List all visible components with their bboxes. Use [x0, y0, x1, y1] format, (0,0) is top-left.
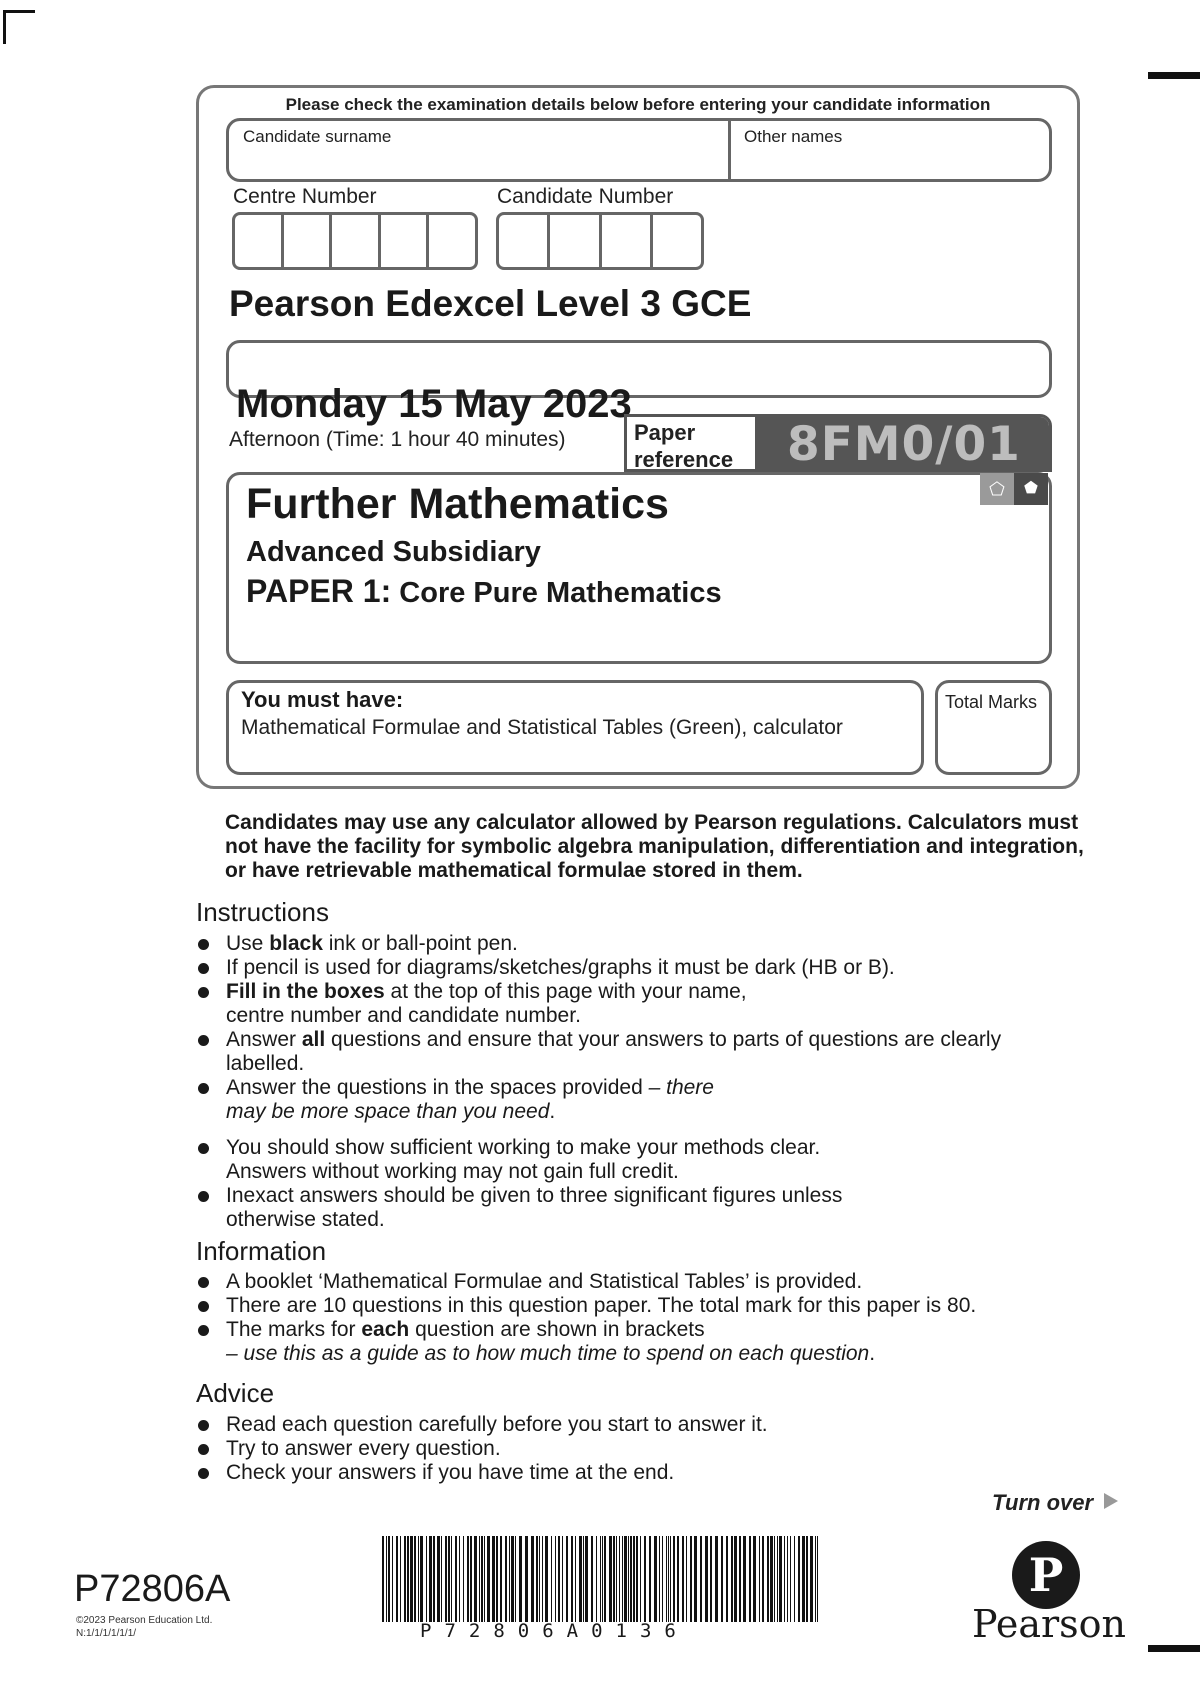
instruction-item [196, 980, 776, 1028]
pearson-wordmark: Pearson [972, 1602, 1127, 1646]
instruction-item [196, 956, 1076, 980]
barcode-bar [668, 1536, 669, 1622]
barcode-bar [487, 1536, 490, 1622]
digit-box[interactable] [602, 215, 653, 267]
barcode-bar [386, 1536, 387, 1622]
barcode-bar [630, 1536, 632, 1622]
check-note: Please check the examination details below before entering your candidate information [285, 95, 991, 114]
barcode-bar [633, 1536, 635, 1622]
paper-title [246, 573, 722, 610]
barcode-bar [726, 1536, 728, 1622]
barcode-bar [690, 1536, 692, 1622]
digit-box[interactable] [550, 215, 601, 267]
barcode-bar [551, 1536, 552, 1622]
barcode-bar [558, 1536, 560, 1622]
barcode-bar [519, 1536, 522, 1622]
barcode-bar [774, 1536, 775, 1622]
item-text: questions and ensure that your answers to parts of questions are clearly labelled. [226, 1028, 1002, 1075]
item-text: The marks for [226, 1318, 362, 1341]
exam-session: Afternoon (Time: 1 hour 40 minutes) [229, 428, 566, 451]
bullet-icon [198, 987, 209, 998]
barcode-bar [815, 1536, 816, 1622]
paper-reference-label-line1: Paper [634, 420, 696, 445]
turn-over-arrow-icon [1104, 1493, 1118, 1509]
barcode-bar [659, 1536, 660, 1622]
bullet-icon [198, 963, 209, 974]
item-text: question are shown in brackets [409, 1318, 705, 1341]
barcode-bar [759, 1536, 760, 1622]
digit-box[interactable] [332, 215, 381, 267]
centre-number-boxes[interactable] [232, 212, 478, 270]
barcode-bar [437, 1536, 440, 1622]
barcode-bar [802, 1536, 805, 1622]
advice-heading: Advice [196, 1378, 275, 1408]
barcode-bar [596, 1536, 597, 1622]
digit-box[interactable] [284, 215, 333, 267]
paper-name: Core Pure Mathematics [399, 577, 722, 609]
item-text: Answer [226, 1028, 302, 1051]
barcode-bar [479, 1536, 480, 1622]
item-text: . [549, 1100, 556, 1123]
instruction-item [196, 1136, 896, 1184]
barcode-bar [579, 1536, 582, 1622]
instruction-item [196, 932, 1076, 956]
bullet-icon [198, 1083, 209, 1094]
barcode-bar [525, 1536, 528, 1622]
barcode-bar [542, 1536, 543, 1622]
must-have-text: Mathematical Formulae and Statistical Tables (Green), calculator [241, 716, 843, 739]
subject-level: Advanced Subsidiary [246, 536, 541, 568]
barcode-text: P72806A0136 [420, 1620, 689, 1642]
barcode-bar [492, 1536, 495, 1622]
barcode-bar [715, 1536, 718, 1622]
item-text: You should show sufficient working to make your methods clear. Answers without working may not gain full credit. [226, 1136, 821, 1183]
pentagon-outline-icon: ⬠ [980, 473, 1014, 505]
barcode-bar [455, 1536, 457, 1622]
item-text: A booklet ‘Mathematical Formulae and Statistical Tables’ is provided. [226, 1270, 863, 1293]
barcode-bar [583, 1536, 584, 1622]
barcode-bar [467, 1536, 469, 1622]
barcode-bar [388, 1536, 390, 1622]
barcode-bar [555, 1536, 556, 1622]
centre-number-label: Centre Number [233, 185, 377, 208]
barcode-bar [459, 1536, 460, 1622]
information-item [196, 1294, 1076, 1318]
advice-item [196, 1413, 1076, 1437]
barcode-bar [474, 1536, 477, 1622]
bullet-icon [198, 1143, 209, 1154]
item-text: Try to answer every question. [226, 1437, 501, 1460]
item-italic: – there may be more space than you need [226, 1076, 714, 1123]
barcode-bar [515, 1536, 516, 1622]
barcode-bar [410, 1536, 413, 1622]
barcode-bar [613, 1536, 615, 1622]
candidate-number-label: Candidate Number [497, 185, 674, 208]
barcode-bar [396, 1536, 398, 1622]
advice-item [196, 1461, 1076, 1485]
barcode-bar [670, 1536, 671, 1622]
qualification-title: Pearson Edexcel Level 3 GCE [229, 283, 752, 324]
barcode-bar [414, 1536, 416, 1622]
barcode-bar [677, 1536, 679, 1622]
information-heading: Information [196, 1236, 327, 1266]
barcode-bar [509, 1536, 510, 1622]
pentagon-filled-icon: ⬟ [1014, 473, 1048, 505]
barcode-bar [654, 1536, 657, 1622]
item-text: Check your answers if you have time at the end. [226, 1461, 675, 1484]
item-text: Use [226, 932, 270, 955]
must-have-title: You must have: [241, 687, 404, 712]
barcode-bar [673, 1536, 675, 1622]
barcode-bar [505, 1536, 507, 1622]
paper-reference-code: 8FM0/01 [787, 417, 1021, 472]
barcode-bar [609, 1536, 612, 1622]
barcode-bar [441, 1536, 442, 1622]
barcode-bar [585, 1536, 588, 1622]
barcode-bar [404, 1536, 406, 1622]
advice-item [196, 1437, 1076, 1461]
barcode-bar [787, 1536, 788, 1622]
barcode-bar [743, 1536, 746, 1622]
digit-box[interactable] [429, 215, 475, 267]
barcode-bar [784, 1536, 785, 1622]
digit-box[interactable] [235, 215, 284, 267]
bullet-icon [198, 1277, 209, 1288]
paper-reference-label-line2: reference [634, 447, 734, 472]
pearson-logo-letter: P [1028, 1548, 1064, 1602]
candidate-surname-label: Candidate surname [243, 127, 392, 146]
barcode-bar [562, 1536, 563, 1622]
barcode-bar [433, 1536, 435, 1622]
barcode-bar [798, 1536, 800, 1622]
barcode-bar [700, 1536, 702, 1622]
digit-box[interactable] [499, 215, 550, 267]
barcode-bar [566, 1536, 568, 1622]
barcode-bar [734, 1536, 737, 1622]
bullet-icon [198, 1420, 209, 1431]
barcode-bar [616, 1536, 617, 1622]
barcode-bar [429, 1536, 432, 1622]
barcode-bar [810, 1536, 813, 1622]
barcode-bar [400, 1536, 401, 1622]
copyright-block [76, 1614, 212, 1640]
paper-prefix: PAPER 1: [246, 573, 392, 609]
barcode [382, 1536, 818, 1622]
barcode-bar [817, 1536, 818, 1622]
item-bold: each [361, 1318, 410, 1341]
barcode-bar [710, 1536, 712, 1622]
edge-mark-top [1148, 72, 1200, 79]
edge-mark-bottom [1148, 1645, 1200, 1652]
barcode-bar [682, 1536, 684, 1622]
bullet-icon [198, 1301, 209, 1312]
digit-box[interactable] [653, 215, 701, 267]
item-text: There are 10 questions in this question paper. The total mark for this paper is 80. [226, 1294, 977, 1317]
barcode-bar [636, 1536, 638, 1622]
paper-code: P72806A [74, 1568, 231, 1610]
barcode-bar [448, 1536, 450, 1622]
barcode-bar [644, 1536, 646, 1622]
item-italic: – use this as a guide as to how much time to spend on each question [226, 1342, 870, 1365]
barcode-bar [602, 1536, 603, 1622]
barcode-bar [749, 1536, 751, 1622]
barcode-bar [531, 1536, 534, 1622]
barcode-bar [511, 1536, 514, 1622]
barcode-bar [739, 1536, 741, 1622]
instruction-item [196, 1028, 1006, 1076]
item-text: Inexact answers should be given to three significant figures unless otherwise stated. [226, 1184, 843, 1231]
calculator-note: Candidates may use any calculator allowed by Pearson regulations. Calculators must not have the facility for symbolic algebra manipulation, differentiation and integration, or have retrievable mathematical formulae stored in them. [225, 811, 1084, 882]
barcode-bar [481, 1536, 483, 1622]
barcode-bar [767, 1536, 769, 1622]
information-item [196, 1270, 1076, 1294]
item-text: Answer the questions in the spaces provided [226, 1076, 643, 1099]
barcode-bar [705, 1536, 708, 1622]
barcode-bar [539, 1536, 540, 1622]
barcode-bar [806, 1536, 808, 1622]
item-text: . [869, 1342, 876, 1365]
barcode-bar [666, 1536, 667, 1622]
barcode-bar [753, 1536, 756, 1622]
other-names-label: Other names [744, 127, 843, 146]
turn-over-label: Turn over [992, 1490, 1094, 1515]
registration-mark [0, 0, 36, 36]
barcode-bar [649, 1536, 651, 1622]
bullet-icon [198, 1468, 209, 1479]
instruction-item [196, 1184, 916, 1232]
barcode-bar [777, 1536, 778, 1622]
item-bold: Fill in the boxes [226, 980, 385, 1003]
version-text: N:1/1/1/1/1/1/ [76, 1628, 137, 1639]
barcode-bar [662, 1536, 663, 1622]
barcode-bar [591, 1536, 593, 1622]
barcode-bar [721, 1536, 723, 1622]
item-text: If pencil is used for diagrams/sketches/graphs it must be dark (HB or B). [226, 956, 895, 979]
bullet-icon [198, 1191, 209, 1202]
barcode-bar [470, 1536, 472, 1622]
barcode-bar [640, 1536, 641, 1622]
barcode-bar [484, 1536, 485, 1622]
item-text: at the top of this page with your name, centre number and candidate number. [226, 980, 747, 1027]
barcode-bar [451, 1536, 452, 1622]
instruction-item [196, 1076, 756, 1124]
paper-reference-box [624, 414, 1052, 472]
barcode-bar [622, 1536, 623, 1622]
barcode-bar [694, 1536, 697, 1622]
barcode-bar [418, 1536, 419, 1622]
bullet-icon [198, 939, 209, 950]
barcode-bar [619, 1536, 620, 1622]
exam-date: Monday 15 May 2023 [236, 382, 632, 426]
barcode-bar [445, 1536, 447, 1622]
bullet-icon [198, 1325, 209, 1336]
paper-reference-label [634, 419, 733, 472]
barcode-bar [392, 1536, 393, 1622]
instructions-heading: Instructions [196, 897, 329, 927]
barcode-bar [575, 1536, 576, 1622]
candidate-number-boxes[interactable] [496, 212, 704, 270]
barcode-bar [731, 1536, 733, 1622]
subject-title: Further Mathematics [246, 480, 669, 528]
item-text: ink or ball-point pen. [322, 932, 518, 955]
barcode-bar [496, 1536, 498, 1622]
barcode-bar [779, 1536, 782, 1622]
information-item [196, 1318, 1076, 1366]
barcode-bar [686, 1536, 687, 1622]
copyright-text: ©2023 Pearson Education Ltd. [76, 1615, 213, 1626]
barcode-bar [600, 1536, 601, 1622]
barcode-bar [794, 1536, 795, 1622]
barcode-bar [382, 1536, 384, 1622]
digit-box[interactable] [381, 215, 430, 267]
barcode-bar [500, 1536, 502, 1622]
item-text: Read each question carefully before you start to answer it. [226, 1413, 768, 1436]
barcode-bar [624, 1536, 627, 1622]
barcode-bar [536, 1536, 538, 1622]
bullet-icon [198, 1035, 209, 1046]
barcode-bar [407, 1536, 409, 1622]
barcode-bar [604, 1536, 606, 1622]
barcode-bar [545, 1536, 548, 1622]
total-marks-label: Total Marks [945, 692, 1038, 712]
paper-icons [980, 473, 1048, 505]
barcode-bar [420, 1536, 423, 1622]
barcode-bar [762, 1536, 764, 1622]
barcode-bar [628, 1536, 629, 1622]
barcode-bar [426, 1536, 427, 1622]
bullet-icon [198, 1444, 209, 1455]
item-bold: all [301, 1028, 326, 1051]
item-bold: black [269, 932, 323, 955]
barcode-bar [770, 1536, 773, 1622]
barcode-bar [790, 1536, 791, 1622]
barcode-bar [571, 1536, 573, 1622]
barcode-bar [463, 1536, 464, 1622]
